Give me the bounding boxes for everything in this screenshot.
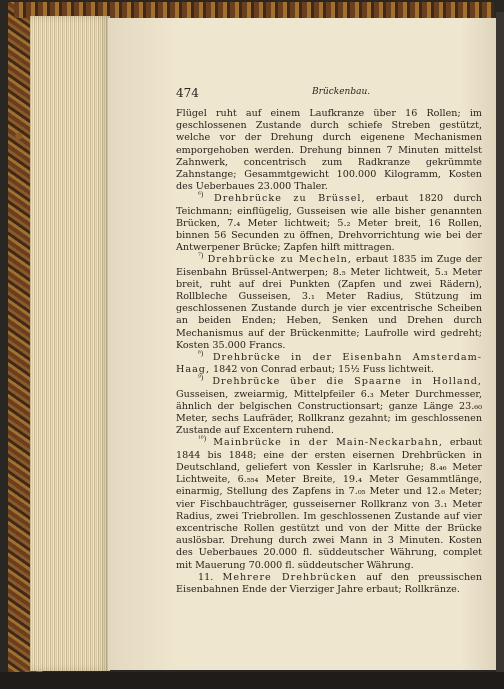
paragraph-continuation (176, 108, 482, 193)
footnote-marker: ⁷) (198, 252, 204, 261)
entry-title: Mehrere Drehbrücken (222, 571, 358, 583)
entry-title: Drehbrücke über die Spaarne in Holland, (212, 376, 482, 388)
paragraph-footnote-9 (176, 376, 482, 437)
paragraph-text: erbaut 1835 im Zuge der Eisenbahn Brüssel-Antwerpen; 8.₅ Meter lichtweit, 5.₃ Meter breit, ruht auf drei Punkten (Zapfen und zwei Rädern), Rollbleche Gusseisen, 3.₁ Meter Radius, Stützung im geschlossenen Zustande durch je vier excentrische Scheiben an beiden Enden; Heben, Senken und Drehen durch Mechanismus auf der Brückenmitte; Laufrolle wird gedreht; Kosten 35.000 Francs. (176, 254, 482, 351)
entry-title: Mainbrücke in der Main-Neckarbahn, (213, 437, 443, 449)
paragraph-footnote-7 (176, 254, 482, 352)
paragraph-footnote-10 (176, 437, 482, 571)
paragraph-item-11 (176, 572, 482, 596)
item-marker: 11. (198, 571, 214, 583)
page-edge-stack (30, 16, 110, 671)
paragraph-text: Flügel ruht auf einem Laufkranze über 16 Rollen; im geschlossenen Zustande durch schiefe Streben gestützt, welche vor der Drehung durch eigenene Mechanismen emporgehoben werden. Drehung binnen 7 Minuten mittelst Zahnwerk, concentrisch zum Radkranze gekrümmte Zahnstange; Gesammtgewicht 100.000 Kilogramm, Kosten des Ueberbaues 23.000 Thaler. (176, 108, 482, 193)
entry-title: Drehbrücke in der Eisenbahn Amsterdam-Haag, (176, 352, 482, 376)
paragraph-text: 1842 von Conrad erbaut; 15½ Fuss lichtweit. (210, 364, 434, 376)
paragraph-text: Gusseisen, zweiarmig, Mittelpfeiler 6.₃ Meter Durchmesser, ähnlich der belgischen Constructionsart; ganze Länge 23.₆₀ Meter, sechs Laufräder, Rollkranz gezahnt; im geschlossenen Zustande auf Excentern ruhend. (176, 388, 482, 437)
footnote-marker: ¹⁰) (198, 435, 207, 444)
right-page-edge (496, 12, 504, 674)
footnote-marker: ⁶) (198, 191, 204, 200)
bottom-edge (0, 672, 504, 689)
paragraph-text: auf den preussischen Eisenbahnen Ende der Vierziger Jahre erbaut; Rollkränze. (176, 571, 482, 595)
paragraph-text: erbaut 1844 bis 1848; eine der ersten eisernen Drehbrücken in Deutschland, geliefert von Kessler in Karlsruhe; 8.₄₆ Meter Lichtweite, 6.₅₅₄ Meter Breite, 19.₄ Meter Gesammtlänge, einarmig, Stellung des Zapfens in 7.₀₅ Meter und 12.₆ Meter; vier Fischbauchträger, gusseiserner Rollkranz von 3.₁ Meter Radius, zwei Triebrollen. Im geschlossenen Zustande auf vier excentrische Rollen gestützt und von der Mitte der Brücke auslösbar. Drehung durch zwei Mann in 3 Minuten. Kosten des Ueberbaues 20.000 fl. süddeutscher Währung, complet mit Mauerung 70.000 fl. süddeutscher Währung. (176, 437, 482, 571)
page-number: 474 (176, 86, 199, 100)
entry-title: Drehbrücke zu Mecheln, (207, 254, 352, 266)
footnote-marker: ⁸) (198, 349, 204, 358)
footnote-marker: ⁹) (198, 374, 204, 383)
paragraph-text: erbaut 1820 durch Teichmann; einflügelig, Gusseisen wie alle bisher genannten Brücken, 7.₄ Meter lichtweit; 5.₂ Meter breit, 16 Rollen, binnen 56 Secunden zu öffnen, Drehvorrichtung wie bei der Antwerpener Brücke; Zapfen hilft mittragen. (176, 193, 482, 254)
entry-title: Drehbrücke zu Brüssel, (214, 193, 366, 205)
body-text (176, 108, 482, 596)
running-head: Brückenbau. (312, 87, 371, 97)
paragraph-footnote-6 (176, 193, 482, 254)
paragraph-footnote-8 (176, 349, 482, 376)
